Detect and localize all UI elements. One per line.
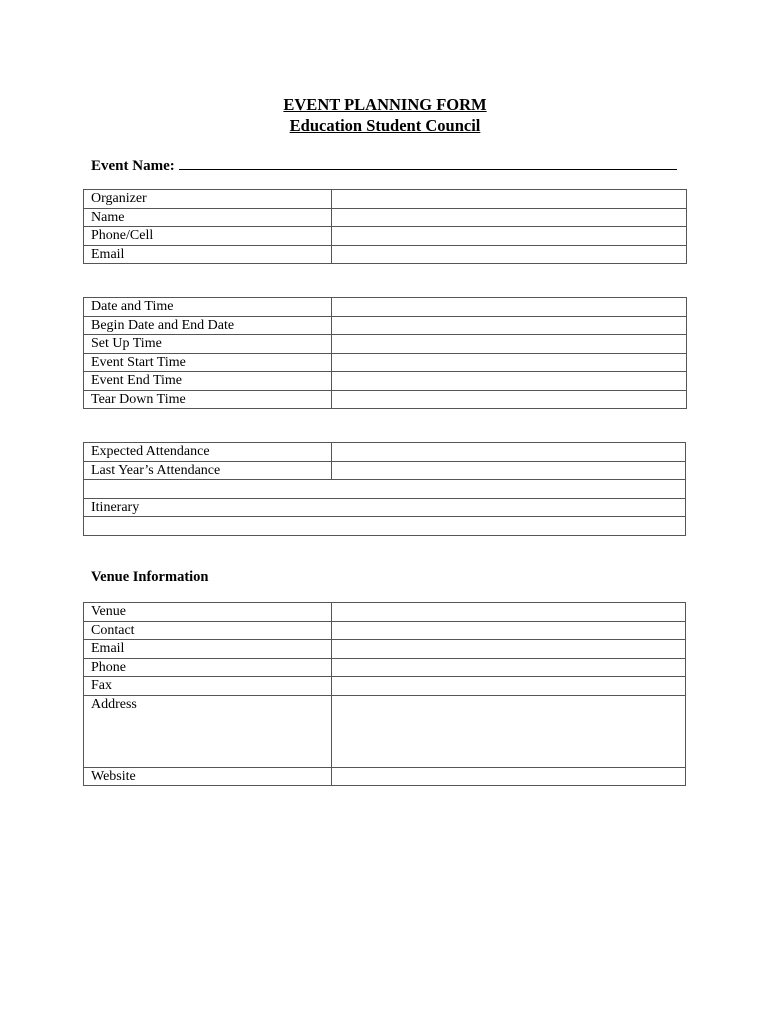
phone-field[interactable] [332, 658, 686, 677]
venue-table [83, 602, 686, 786]
phone-cell-field[interactable] [332, 227, 687, 246]
table-row [84, 316, 687, 335]
email-label: Email [84, 245, 332, 264]
event-start-time-field[interactable] [332, 353, 687, 372]
address-label: Address [84, 695, 332, 767]
table-row [84, 603, 686, 622]
itinerary-label: Itinerary [84, 498, 686, 517]
venue-email-label: Email [84, 640, 332, 659]
tear-down-time-field[interactable] [332, 390, 687, 409]
form-title: EVENT PLANNING FORM [283, 95, 487, 114]
event-name-row [91, 155, 677, 175]
table-row [84, 208, 687, 227]
table-row [84, 517, 686, 536]
organizer-field[interactable] [332, 190, 687, 209]
table-row [84, 353, 687, 372]
last-year-attendance-field[interactable] [332, 461, 686, 480]
tear-down-time-label: Tear Down Time [84, 390, 332, 409]
fax-label: Fax [84, 677, 332, 696]
table-row [84, 480, 686, 499]
last-year-attendance-label: Last Year’s Attendance [84, 461, 332, 480]
website-field[interactable] [332, 767, 686, 786]
name-field[interactable] [332, 208, 687, 227]
table-row [84, 390, 687, 409]
table-row [84, 498, 686, 517]
venue-heading: Venue Information [91, 569, 209, 585]
table-row [84, 245, 687, 264]
email-field[interactable] [332, 245, 687, 264]
table-row [84, 695, 686, 767]
blank-row-field[interactable] [84, 480, 686, 499]
date-and-time-label: Date and Time [84, 298, 332, 317]
event-end-time-field[interactable] [332, 372, 687, 391]
venue-email-field[interactable] [332, 640, 686, 659]
table-row [84, 658, 686, 677]
website-label: Website [84, 767, 332, 786]
table-row [84, 621, 686, 640]
table-row [84, 677, 686, 696]
name-label: Name [84, 208, 332, 227]
form-header [0, 94, 770, 136]
venue-field[interactable] [332, 603, 686, 622]
expected-attendance-label: Expected Attendance [84, 443, 332, 462]
event-end-time-label: Event End Time [84, 372, 332, 391]
phone-label: Phone [84, 658, 332, 677]
organizer-table [83, 189, 687, 264]
event-start-time-label: Event Start Time [84, 353, 332, 372]
table-row [84, 298, 687, 317]
set-up-time-label: Set Up Time [84, 335, 332, 354]
begin-end-date-label: Begin Date and End Date [84, 316, 332, 335]
form-subtitle: Education Student Council [289, 116, 481, 135]
begin-end-date-field[interactable] [332, 316, 687, 335]
attendance-table [83, 442, 686, 536]
organizer-label: Organizer [84, 190, 332, 209]
table-row [84, 461, 686, 480]
contact-field[interactable] [332, 621, 686, 640]
date-and-time-field[interactable] [332, 298, 687, 317]
table-row [84, 767, 686, 786]
event-name-label: Event Name: [91, 158, 175, 174]
datetime-table [83, 297, 687, 409]
contact-label: Contact [84, 621, 332, 640]
event-name-field[interactable] [179, 155, 677, 170]
table-row [84, 640, 686, 659]
itinerary-field[interactable] [84, 517, 686, 536]
expected-attendance-field[interactable] [332, 443, 686, 462]
table-row [84, 335, 687, 354]
venue-label: Venue [84, 603, 332, 622]
set-up-time-field[interactable] [332, 335, 687, 354]
table-row [84, 227, 687, 246]
table-row [84, 443, 686, 462]
table-row [84, 372, 687, 391]
phone-cell-label: Phone/Cell [84, 227, 332, 246]
address-field[interactable] [332, 695, 686, 767]
fax-field[interactable] [332, 677, 686, 696]
table-row [84, 190, 687, 209]
